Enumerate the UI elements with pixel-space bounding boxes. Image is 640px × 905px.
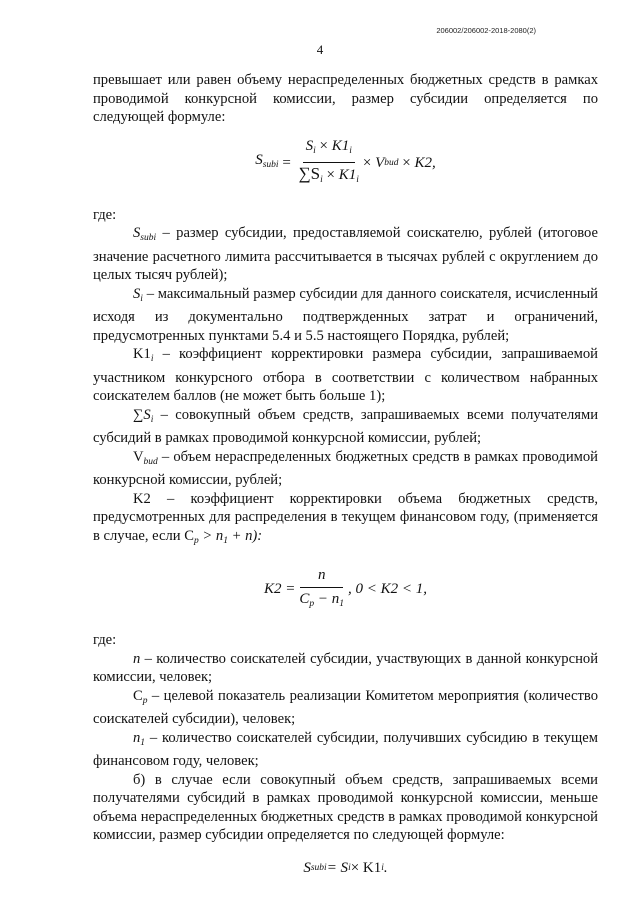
definition-k2: K2 – коэффициент корректировки объема бюджетных средств, предусмотренных для распределения в текущем финансовом году, (применяется в случае, если $C_p > n_1 + n$): (93, 490, 598, 546)
definition-s-subi: $S_{subi}$ – размер субсидии, предоставляемой соискателю, рублей (итоговое значение расчетного лимита рассчитывается в тысячах рублей с округлением до целых тысяч рублей); (93, 225, 598, 283)
document-id: 206002/206002-2018-2080(2) (436, 26, 536, 35)
definition-cp: $C_p$ – целевой показатель реализации Комитетом мероприятия (количество соискателей субсидии), человек; (93, 687, 598, 727)
definition-n: n – количество соискателей субсидии, участвующих в данной конкурсной комиссии, человек; (93, 650, 598, 685)
paragraph-b: б) в случае если совокупный объем средств, запрашиваемых всеми получателями субсидий в рамках проводимой конкурсной комиссии, меньше объема нераспределенных бюджетных средств в рамках проводимой конкурсной комиссии, размер субсидии определяется по следующей формуле: (93, 771, 598, 843)
page-number: 4 (316, 42, 324, 57)
intro-paragraph: превышает или равен объему нераспределенных бюджетных средств в рамках проводимой конкурсной комиссии, размер субсидии определяется по следующей формуле: (93, 72, 598, 125)
definition-v-bud: $V_{bud}$ – объем нераспределенных бюджетных средств в рамках проводимой конкурсной комиссии, рублей; (93, 448, 598, 488)
formula-subsidy-direct: S subi = S i × K1 i . (303, 859, 388, 876)
formula-subsidy-proportional: $S_{subi}$ = $\frac{S_i \times K1_i}{\sum S_i \times K1_i}$ × V bud × K2, (93, 137, 598, 190)
where-label-1: где: (93, 206, 117, 223)
formula1-fraction: $\frac{S_i \times K1_i}{\sum S_i \times K1_i}$ (298, 137, 359, 185)
definition-n1: $n_1$ – количество соискателей субсидии, получивших субсидию в текущем финансовом году, человек; (93, 729, 598, 769)
definition-s-i: $S_i$ – максимальный размер субсидии для данного соискателя, исчисленный исходя из документально подтвержденных затрат и ограничений, предусмотренных пунктами 5.4 и 5.5 настоящего Порядка, рублей; (93, 285, 598, 344)
definition-sum-s: $\sum S_i$ – совокупный объем средств, запрашиваемых всеми получателями субсидий в рамках проводимой конкурсной комиссии, рублей; (93, 406, 598, 446)
definition-k1: $K1_i$ – коэффициент корректировки размера субсидии, запрашиваемой участником конкурсного отбора в соответствии с количеством набранных соискателем баллов (не может быть больше 1); (93, 346, 598, 404)
formula-k2: K2 = $\frac{n}{C_p - n_1}$ , 0 < K2 < 1, (93, 566, 598, 613)
where-label-2: где: (93, 632, 117, 648)
formula2-fraction: $\frac{n}{C_p - n_1}$ (299, 567, 345, 609)
document-body (93, 71, 598, 889)
